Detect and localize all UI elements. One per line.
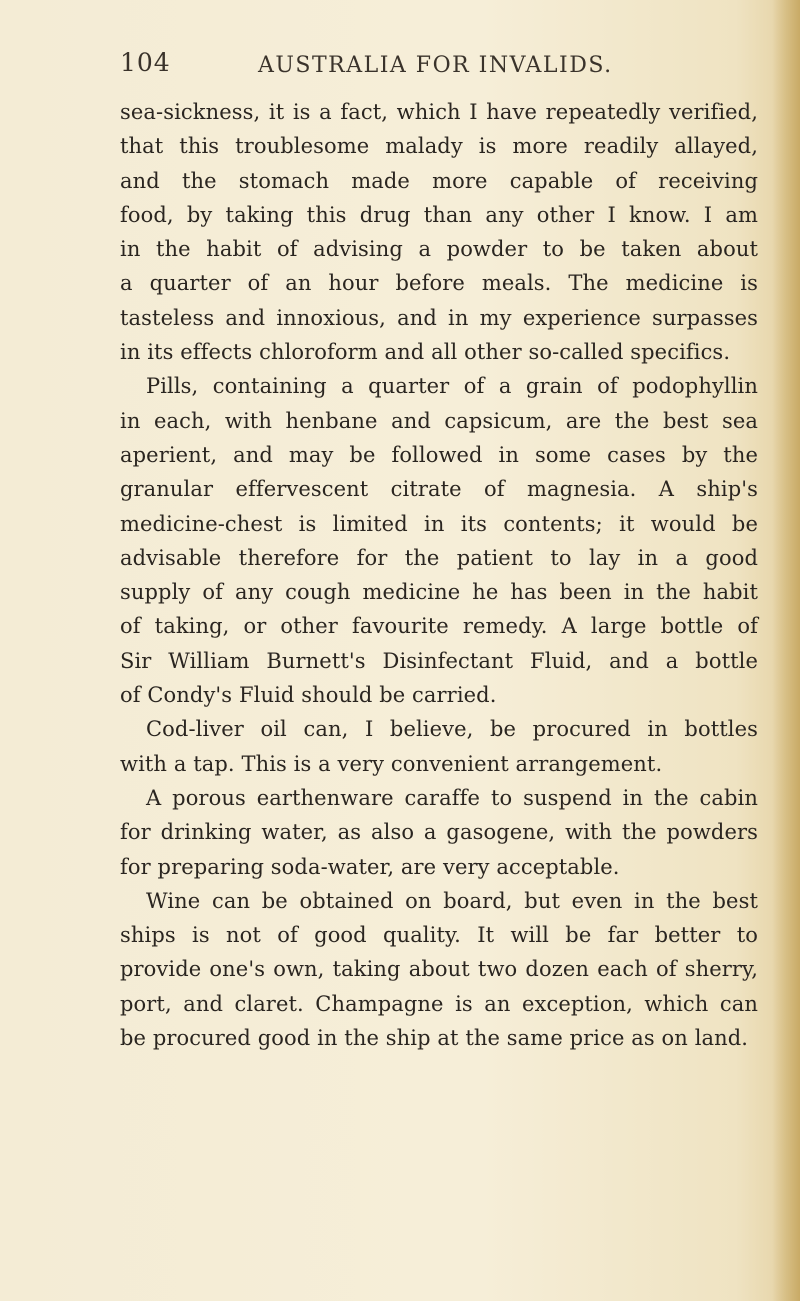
- text-line: ships is not of good quality. It will be far better to: [120, 923, 758, 948]
- text-line: be procured good in the ship at the same price as on land.: [120, 1026, 749, 1051]
- text-line: of Condy's Fluid should be carried.: [120, 683, 497, 708]
- text-line: medicine-chest is limited in its contents; it would be: [120, 511, 758, 536]
- text-line: A porous earthenware caraffe to suspend in the cabin: [146, 785, 758, 810]
- text-line: aperient, and may be followed in some cases by the: [120, 442, 758, 467]
- text-line: port, and claret. Champagne is an exception, which can: [120, 991, 758, 1016]
- text-line: a quarter of an hour before meals. The medicine is: [120, 271, 758, 296]
- text-line: granular effervescent citrate of magnesia. A ship's: [120, 477, 758, 502]
- text-line: Pills, containing a quarter of a grain of podophyllin: [146, 374, 758, 399]
- text-line: in each, with henbane and capsicum, are the best sea: [120, 408, 758, 433]
- running-head: AUSTRALIA FOR INVALIDS.: [258, 53, 613, 78]
- page-number: 104: [120, 48, 171, 77]
- body-text: [120, 95, 758, 1055]
- text-line: Sir William Burnett's Disinfectant Fluid, and a bottle: [120, 648, 758, 673]
- text-line: Wine can be obtained on board, but even in the best: [146, 888, 758, 913]
- text-line: that this troublesome malady is more readily allayed,: [120, 134, 758, 159]
- text-line: supply of any cough medicine he has been in the habit: [120, 580, 758, 605]
- text-line: Cod-liver oil can, I believe, be procured in bottles: [146, 717, 758, 742]
- text-line: in its effects chloroform and all other so-called specifics.: [120, 340, 731, 365]
- text-line: with a tap. This is a very convenient arrangement.: [120, 751, 663, 776]
- text-line: provide one's own, taking about two dozen each of sherry,: [120, 957, 758, 982]
- text-line: in the habit of advising a powder to be taken about: [120, 237, 758, 262]
- text-line: for drinking water, as also a gasogene, with the powders: [120, 820, 758, 845]
- text-line: advisable therefore for the patient to lay in a good: [120, 545, 758, 570]
- text-line: and the stomach made more capable of receiving: [120, 168, 758, 193]
- text-line: food, by taking this drug than any other I know. I am: [120, 202, 758, 227]
- page-edge-shadow: [772, 0, 800, 1301]
- text-line: sea-sickness, it is a fact, which I have repeatedly verified,: [120, 100, 758, 124]
- text-line: tasteless and innoxious, and in my experience surpasses: [120, 305, 758, 330]
- text-line: for preparing soda-water, are very acceptable.: [120, 854, 620, 879]
- text-line: of taking, or other favourite remedy. A large bottle of: [120, 614, 758, 639]
- page-header: [0, 48, 800, 88]
